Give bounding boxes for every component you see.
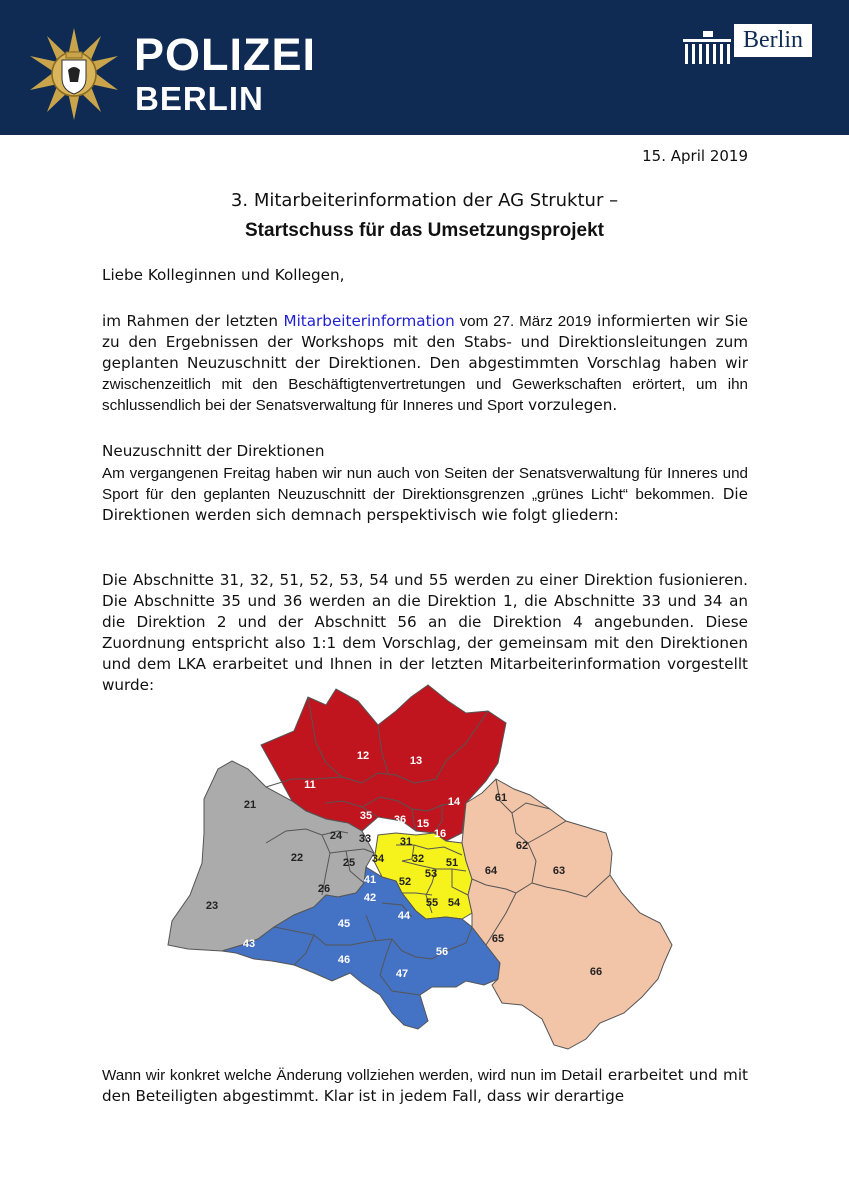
brand-name: POLIZEI — [134, 29, 317, 80]
district-label-11: 11 — [304, 779, 316, 791]
district-label-51: 51 — [445, 857, 459, 869]
district-label-46: 46 — [337, 954, 351, 966]
police-star-icon — [26, 26, 122, 122]
paragraph-3: Die Abschnitte 31, 32, 51, 52, 53, 54 und 55 werden zu einer Direktion fusionieren. Die Abschnitte 35 und 36 werden an die Direktion 1, die Abschnitte 33 und 34 an die Direktion 2 und der Abschnitt 56 an die Direktion 4 angebunden. Diese Zuordnung entspricht also 1:1 dem Vorschlag, der gemeinsam mit den Direktionen und dem LKA erarbeitet und Ihnen in der letzten Mitarbeiterinformation vorgestellt wurde: — [102, 571, 748, 694]
paragraph-1-text-a: im Rahmen der letzten — [102, 312, 284, 330]
berlin-logo-text: Berlin — [734, 24, 812, 57]
district-label-65: 65 — [491, 933, 505, 945]
district-label-15: 15 — [416, 818, 430, 830]
document-title: 3. Mitarbeiterinformation der AG Struktur – — [230, 190, 619, 211]
district-label-26: 26 — [317, 883, 331, 895]
section-heading: Neuzuschnitt der Direktionen — [102, 442, 325, 460]
district-label-24: 24 — [329, 830, 343, 842]
paragraph-1-text-c: informierten wir Sie zu den Ergebnissen der Workshops mit den Stabs- und Direktionsleitungen zum geplanten Neuzuschnitt der Direktionen. Den abgestimmten Vorschlag haben wir — [102, 312, 749, 372]
district-label-21: 21 — [243, 799, 257, 811]
district-label-22: 22 — [290, 852, 304, 864]
district-label-12: 12 — [356, 750, 370, 762]
district-label-44: 44 — [397, 910, 411, 922]
paragraph-4-text-a: Wann wir konkret welche Änderung vollziehen werden, wird nun im Det — [102, 1067, 585, 1084]
brand-city: BERLIN — [135, 80, 264, 117]
district-label-47: 47 — [395, 968, 409, 980]
page-header — [0, 0, 849, 135]
district-label-13: 13 — [409, 755, 423, 767]
district-label-23: 23 — [205, 900, 219, 912]
district-label-42: 42 — [363, 892, 377, 904]
district-label-64: 64 — [484, 865, 498, 877]
district-label-55: 55 — [425, 897, 439, 909]
district-label-34: 34 — [371, 853, 385, 865]
paragraph-2-text-b: Die Direktionen werden sich demnach perspektivisch wie folgt gliedern: — [102, 485, 748, 524]
district-label-52: 52 — [398, 876, 412, 888]
district-label-36: 36 — [393, 814, 407, 826]
district-label-41: 41 — [363, 874, 377, 886]
paragraph-4-text-b: ail erarbeitet und mit den Beteiligten abgestimmt. Klar ist in jedem Fall, dass wir derartige — [102, 1066, 748, 1105]
district-label-43: 43 — [242, 938, 256, 950]
district-label-56: 56 — [435, 946, 449, 958]
district-label-16: 16 — [433, 828, 447, 840]
paragraph-4 — [102, 1065, 748, 1107]
district-label-14: 14 — [447, 796, 461, 808]
district-label-54: 54 — [447, 897, 461, 909]
berlin-gate-icon — [683, 27, 733, 67]
paragraph-2 — [102, 463, 748, 526]
paragraph-1 — [102, 311, 748, 416]
paragraph-1-text-d: zwischenzeitlich mit den Beschäftigtenvertretungen und Gewerkschaften erörtert, um ihn schlussendlich bei der Senatsverwaltung für Inneres und Sport — [102, 376, 748, 414]
paragraph-1-date: vom 27. März 2019 — [454, 313, 592, 330]
district-label-31: 31 — [399, 836, 413, 848]
mitarbeiterinformation-link[interactable]: Mitarbeiterinformation — [283, 312, 455, 330]
district-label-66: 66 — [589, 966, 603, 978]
district-label-25: 25 — [342, 857, 356, 869]
berlin-districts-map — [166, 683, 686, 1055]
district-label-53: 53 — [424, 868, 438, 880]
district-label-32: 32 — [411, 853, 425, 865]
document-subtitle: Startschuss für das Umsetzungsprojekt — [245, 220, 604, 241]
document-date: 15. April 2019 — [642, 147, 748, 165]
district-label-62: 62 — [515, 840, 529, 852]
district-label-35: 35 — [359, 810, 373, 822]
district-label-33: 33 — [358, 833, 372, 845]
district-label-63: 63 — [552, 865, 566, 877]
salutation: Liebe Kolleginnen und Kollegen, — [102, 266, 345, 284]
region-direktion-6 — [462, 779, 672, 1049]
paragraph-2-text-a: Am vergangenen Freitag haben wir nun auch von Seiten der Senatsverwaltung für Inneres und Sport für den geplanten Neuzuschnitt der Direktionsgrenzen „grünes Licht“ bekommen. — [102, 465, 748, 503]
district-label-61: 61 — [494, 792, 508, 804]
paragraph-1-text-e: vorzulegen. — [523, 396, 618, 414]
district-label-45: 45 — [337, 918, 351, 930]
